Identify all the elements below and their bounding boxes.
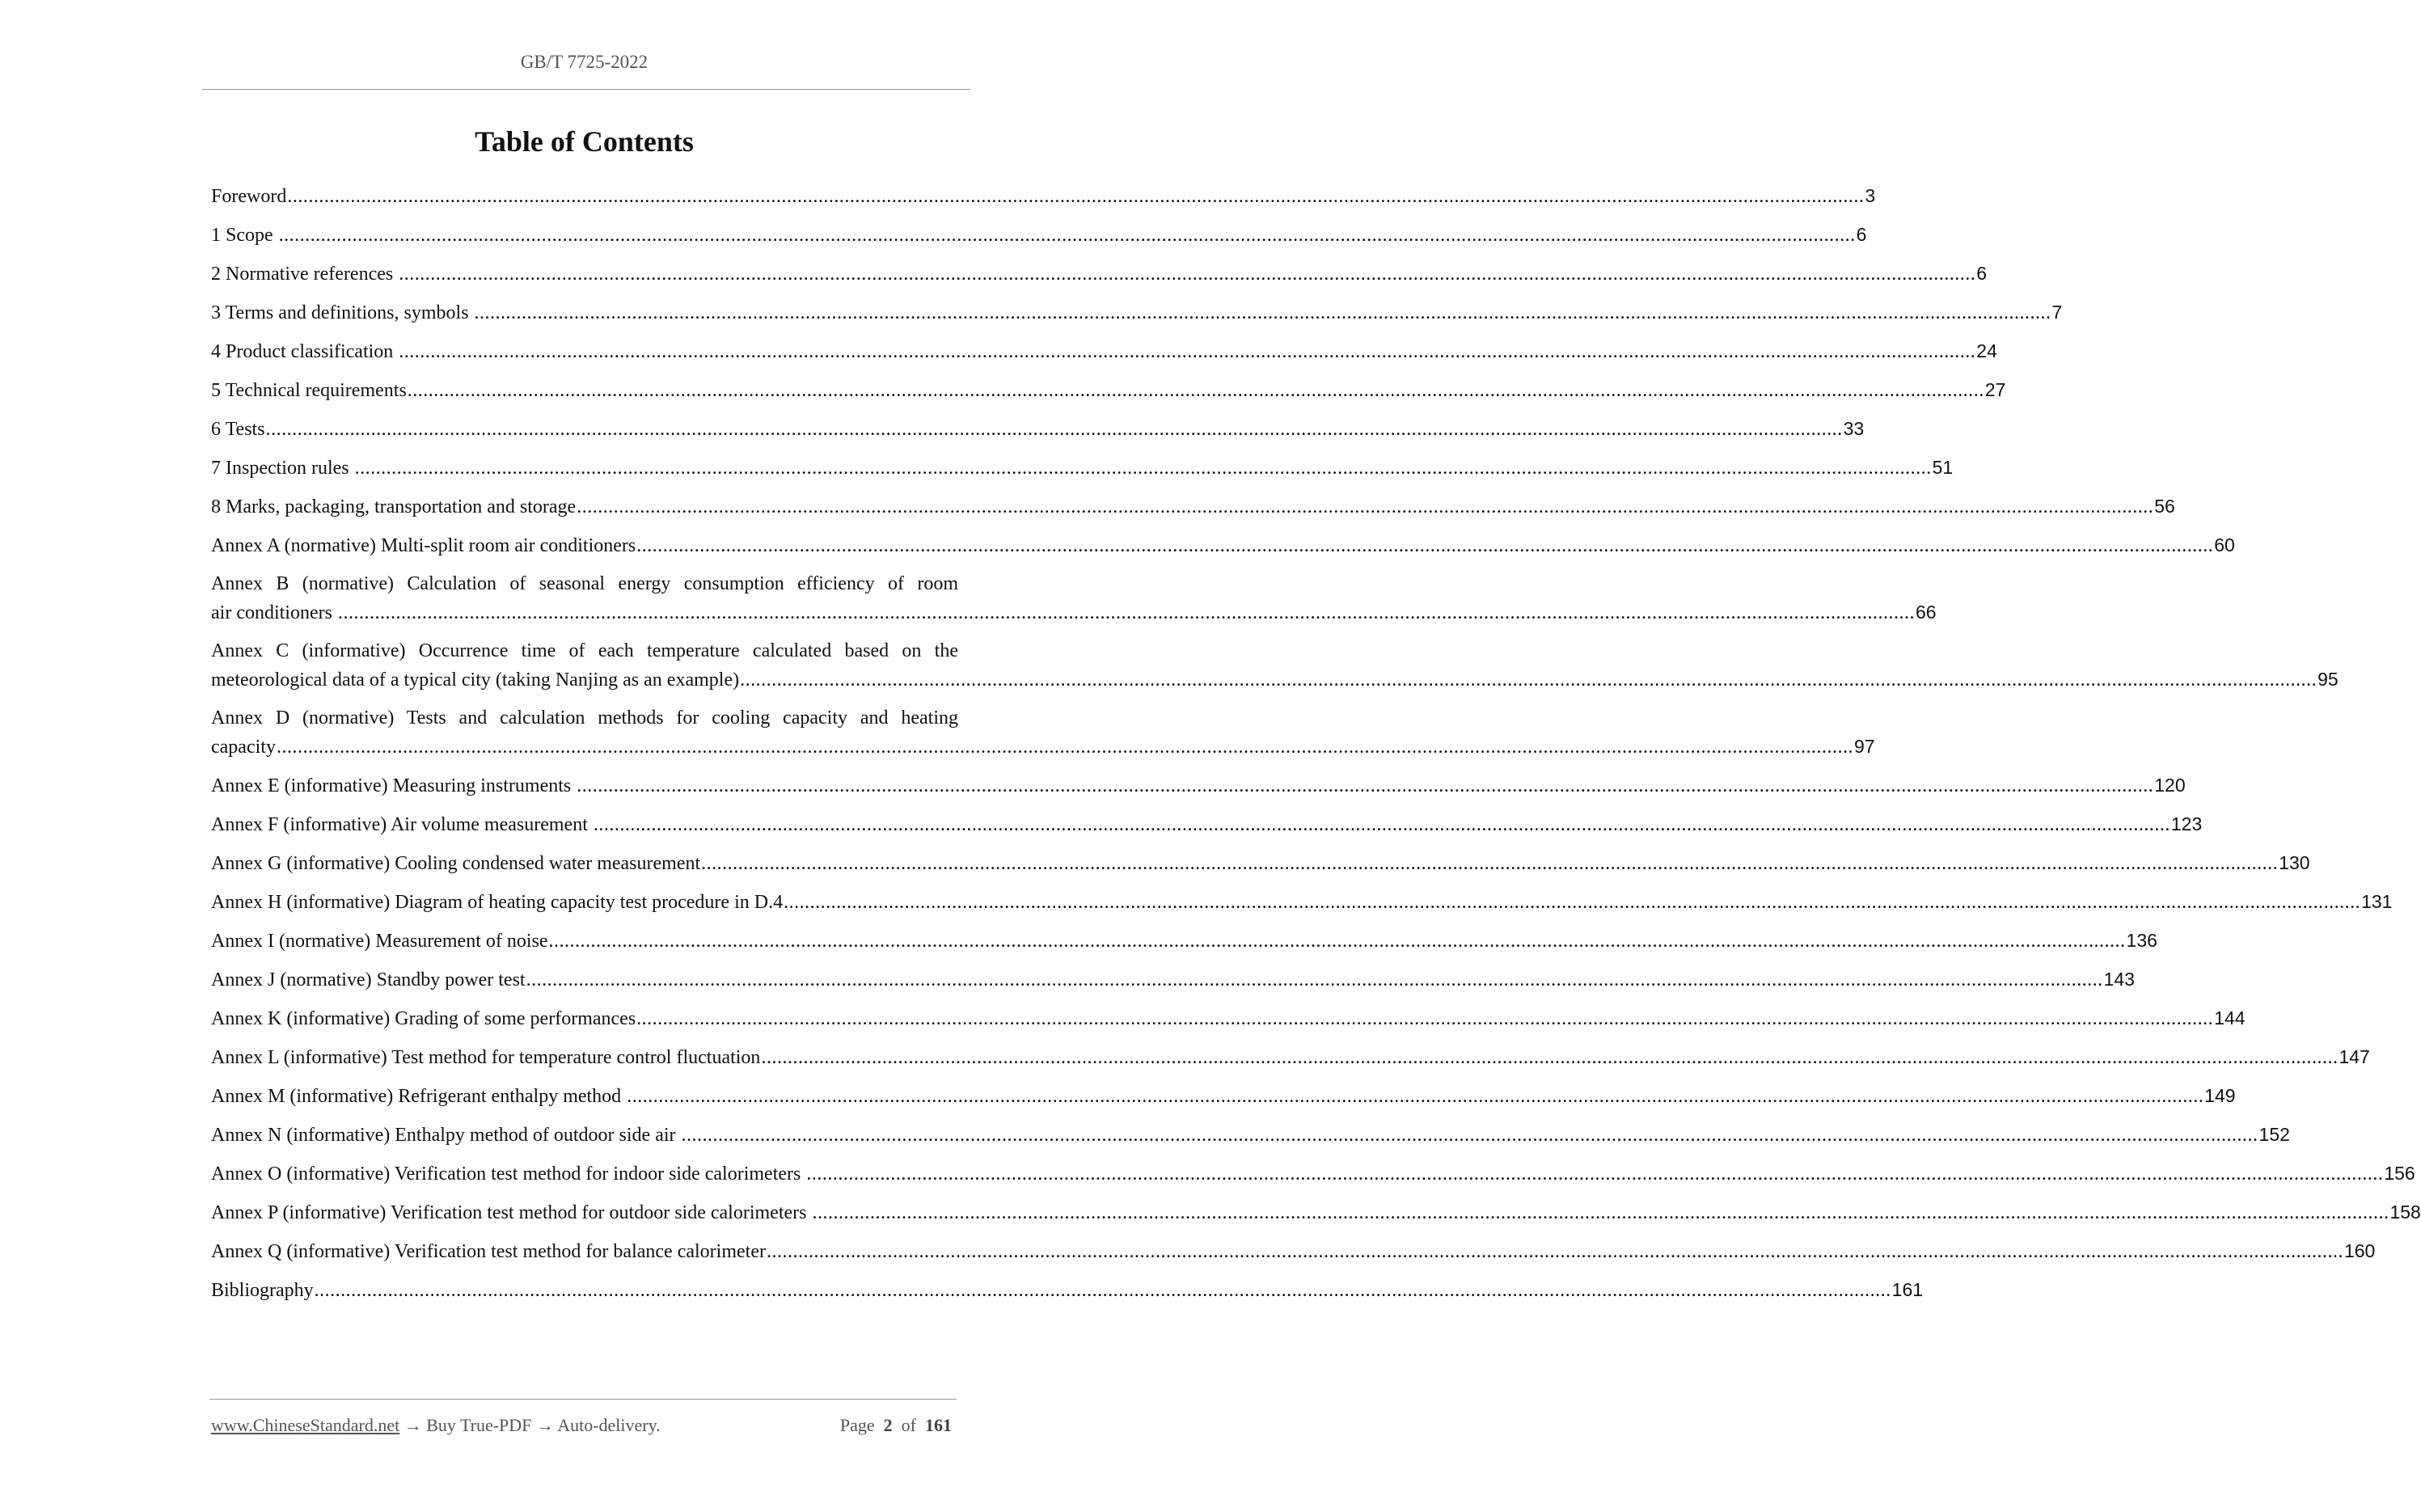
dot-leader: ............................................................................................................................................................................................................................................................................................................ bbox=[548, 931, 2126, 952]
running-header: GB/T 7725-2022 bbox=[520, 52, 649, 72]
dot-leader: ............................................................................................................................................................................................................................................................................................................ bbox=[354, 458, 1932, 479]
toc-page-number: 156 bbox=[2384, 1163, 2415, 1184]
toc-page-number: 95 bbox=[2317, 669, 2339, 690]
dot-leader: ............................................................................................................................................................................................................................................................................................................ bbox=[314, 1280, 1891, 1301]
toc-entry[interactable] bbox=[211, 771, 2186, 800]
toc-entry[interactable] bbox=[211, 260, 1988, 288]
dot-leader: ............................................................................................................................................................................................................................................................................................................ bbox=[407, 380, 1984, 401]
toc-entry[interactable] bbox=[211, 849, 2310, 877]
toc-entry[interactable] bbox=[211, 1276, 1924, 1304]
toc-entry-title: Bibliography bbox=[211, 1280, 314, 1301]
toc-entry-title: air conditioners bbox=[211, 602, 337, 623]
toc-entry-title: Annex L (informative) Test method for temperature control fluctuation bbox=[211, 1047, 761, 1068]
toc-page-number: 131 bbox=[2361, 891, 2393, 912]
dot-leader: ............................................................................................................................................................................................................................................................................................................ bbox=[399, 341, 1976, 362]
dot-leader: ............................................................................................................................................................................................................................................................................................................ bbox=[812, 1202, 2389, 1223]
dot-leader: ............................................................................................................................................................................................................................................................................................................ bbox=[806, 1164, 2384, 1185]
toc-page-number: 143 bbox=[2103, 969, 2135, 990]
toc-page-number: 130 bbox=[2279, 852, 2310, 873]
toc-entry-title: Annex K (informative) Grading of some performances bbox=[211, 1008, 636, 1029]
dot-leader: ............................................................................................................................................................................................................................................................................................................ bbox=[636, 535, 2214, 556]
toc-entry[interactable] bbox=[211, 1121, 2290, 1149]
toc-page-number: 97 bbox=[1853, 736, 1875, 757]
toc-page-number: 27 bbox=[1984, 379, 2006, 400]
page-label: Page bbox=[839, 1415, 875, 1435]
dot-leader: ............................................................................................................................................................................................................................................................................................................ bbox=[701, 853, 2279, 874]
dot-leader: ............................................................................................................................................................................................................................................................................................................ bbox=[399, 264, 1976, 285]
toc-page-number: 56 bbox=[2154, 496, 2175, 517]
toc-page-number: 136 bbox=[2126, 930, 2157, 951]
toc-entry-title: Annex P (informative) Verification test method for outdoor side calorimeters bbox=[211, 1202, 812, 1223]
footer-left bbox=[211, 1415, 661, 1436]
header-divider bbox=[202, 89, 970, 90]
toc-entry-title: Annex H (informative) Diagram of heating capacity test procedure in D.4 bbox=[211, 892, 784, 913]
toc-entry[interactable] bbox=[211, 570, 1937, 627]
dot-leader: ............................................................................................................................................................................................................................................................................................................ bbox=[636, 1008, 2214, 1029]
toc-entry[interactable] bbox=[211, 1043, 2370, 1071]
toc-entry-title: 6 Tests bbox=[211, 419, 265, 440]
toc-page-number: 66 bbox=[1915, 602, 1937, 623]
website-link[interactable]: www.ChineseStandard.net bbox=[211, 1415, 400, 1435]
toc-entry[interactable] bbox=[211, 810, 2203, 838]
toc-entry-title: Annex G (informative) Cooling condensed water measurement bbox=[211, 853, 701, 874]
toc-page-number: 24 bbox=[1976, 340, 1997, 361]
toc-entry-title: Annex B (normative) Calculation of seasonal energy consumption efficiency of room bbox=[211, 573, 958, 594]
table-of-contents bbox=[211, 182, 2421, 1315]
dot-leader: ............................................................................................................................................................................................................................................................................................................ bbox=[276, 737, 1853, 758]
page-title: Table of Contents bbox=[475, 125, 694, 158]
toc-entry[interactable] bbox=[211, 454, 1954, 482]
toc-entry-title: 8 Marks, packaging, transportation and storage bbox=[211, 496, 577, 517]
toc-entry[interactable] bbox=[211, 637, 2339, 694]
toc-entry-title: 4 Product classification bbox=[211, 341, 399, 362]
dot-leader: ............................................................................................................................................................................................................................................................................................................ bbox=[761, 1047, 2339, 1068]
toc-page-number: 33 bbox=[1843, 418, 1865, 439]
toc-entry-title: Annex D (normative) Tests and calculation methods for cooling capacity and heating bbox=[211, 707, 958, 729]
toc-page-number: 161 bbox=[1891, 1279, 1924, 1300]
toc-entry-title: 1 Scope bbox=[211, 225, 278, 246]
toc-entry[interactable] bbox=[211, 1198, 2421, 1227]
toc-entry-title: Annex M (informative) Refrigerant enthalpy method bbox=[211, 1086, 627, 1107]
toc-entry-title: Annex I (normative) Measurement of noise bbox=[211, 931, 548, 952]
total-pages: 161 bbox=[925, 1415, 952, 1435]
toc-page-number: 7 bbox=[2051, 302, 2063, 323]
toc-entry[interactable] bbox=[211, 531, 2235, 560]
toc-entry[interactable] bbox=[211, 888, 2393, 916]
toc-entry-title: 3 Terms and definitions, symbols bbox=[211, 302, 474, 323]
toc-entry[interactable] bbox=[211, 298, 2063, 327]
toc-entry-title: Foreword bbox=[211, 186, 287, 207]
toc-entry-title: Annex E (informative) Measuring instruments bbox=[211, 775, 577, 796]
current-page: 2 bbox=[883, 1415, 893, 1435]
page-footer bbox=[211, 1415, 955, 1436]
toc-page-number: 120 bbox=[2154, 775, 2186, 796]
toc-entry-title: 5 Technical requirements bbox=[211, 380, 407, 401]
toc-entry-title: Annex F (informative) Air volume measurement bbox=[211, 814, 593, 835]
toc-entry[interactable] bbox=[211, 965, 2135, 994]
toc-page-number: 158 bbox=[2389, 1202, 2421, 1223]
of-label: of bbox=[901, 1415, 916, 1435]
toc-page-number: 3 bbox=[1865, 185, 1876, 206]
dot-leader: ............................................................................................................................................................................................................................................................................................................ bbox=[593, 814, 2170, 835]
toc-entry[interactable] bbox=[211, 337, 1997, 365]
toc-entry[interactable] bbox=[211, 704, 1875, 761]
toc-entry[interactable] bbox=[211, 221, 1867, 249]
toc-page-number: 51 bbox=[1932, 457, 1954, 478]
dot-leader: ............................................................................................................................................................................................................................................................................................................ bbox=[337, 602, 1915, 623]
toc-entry-title: Annex A (normative) Multi-split room air conditioners bbox=[211, 535, 636, 556]
toc-page-number: 149 bbox=[2204, 1085, 2236, 1106]
dot-leader: ............................................................................................................................................................................................................................................................................................................ bbox=[526, 969, 2103, 990]
dot-leader: ............................................................................................................................................................................................................................................................................................................ bbox=[740, 669, 2317, 691]
toc-entry-title: capacity bbox=[211, 737, 276, 758]
toc-entry[interactable] bbox=[211, 492, 2175, 521]
toc-entry[interactable] bbox=[211, 376, 2006, 404]
toc-entry[interactable] bbox=[211, 927, 2157, 955]
toc-entry[interactable] bbox=[211, 1004, 2246, 1033]
toc-page-number: 144 bbox=[2214, 1007, 2246, 1028]
page-indicator bbox=[840, 1415, 955, 1436]
toc-entry-title: 7 Inspection rules bbox=[211, 458, 354, 479]
dot-leader: ............................................................................................................................................................................................................................................................................................................ bbox=[577, 775, 2154, 796]
dot-leader: ............................................................................................................................................................................................................................................................................................................ bbox=[784, 892, 2361, 913]
dot-leader: ............................................................................................................................................................................................................................................................................................................ bbox=[278, 225, 1856, 246]
toc-page-number: 123 bbox=[2170, 813, 2203, 834]
toc-entry-title: Annex O (informative) Verification test method for indoor side calorimeters bbox=[211, 1164, 806, 1185]
dot-leader: ............................................................................................................................................................................................................................................................................................................ bbox=[681, 1125, 2258, 1146]
toc-entry-title: Annex Q (informative) Verification test method for balance calorimeter bbox=[211, 1241, 766, 1262]
toc-entry-title: Annex N (informative) Enthalpy method of outdoor side air bbox=[211, 1125, 681, 1146]
dot-leader: ............................................................................................................................................................................................................................................................................................................ bbox=[265, 419, 1843, 440]
toc-entry[interactable] bbox=[211, 415, 1865, 443]
toc-entry-title: Annex C (informative) Occurrence time of each temperature calculated based on the bbox=[211, 640, 958, 661]
toc-page-number: 60 bbox=[2214, 534, 2235, 555]
dot-leader: ............................................................................................................................................................................................................................................................................................................ bbox=[577, 496, 2154, 517]
footer-tagline: → Buy True-PDF → Auto-delivery. bbox=[399, 1415, 661, 1435]
dot-leader: ............................................................................................................................................................................................................................................................................................................ bbox=[474, 302, 2051, 323]
dot-leader: ............................................................................................................................................................................................................................................................................................................ bbox=[287, 186, 1865, 207]
toc-page-number: 147 bbox=[2339, 1046, 2370, 1067]
dot-leader: ............................................................................................................................................................................................................................................................................................................ bbox=[627, 1086, 2204, 1107]
toc-page-number: 6 bbox=[1856, 224, 1867, 245]
toc-entry-title: Annex J (normative) Standby power test bbox=[211, 969, 526, 990]
toc-entry[interactable] bbox=[211, 1082, 2236, 1110]
toc-entry[interactable] bbox=[211, 1159, 2415, 1188]
toc-entry-title: 2 Normative references bbox=[211, 264, 399, 285]
toc-page-number: 160 bbox=[2343, 1240, 2376, 1261]
toc-page-number: 6 bbox=[1976, 263, 1988, 284]
toc-entry-title: meteorological data of a typical city (taking Nanjing as an example) bbox=[211, 669, 740, 691]
dot-leader: ............................................................................................................................................................................................................................................................................................................ bbox=[766, 1241, 2343, 1262]
toc-page-number: 152 bbox=[2258, 1124, 2290, 1145]
toc-entry[interactable] bbox=[211, 1237, 2376, 1265]
toc-entry[interactable] bbox=[211, 182, 1876, 210]
footer-divider bbox=[209, 1399, 957, 1400]
